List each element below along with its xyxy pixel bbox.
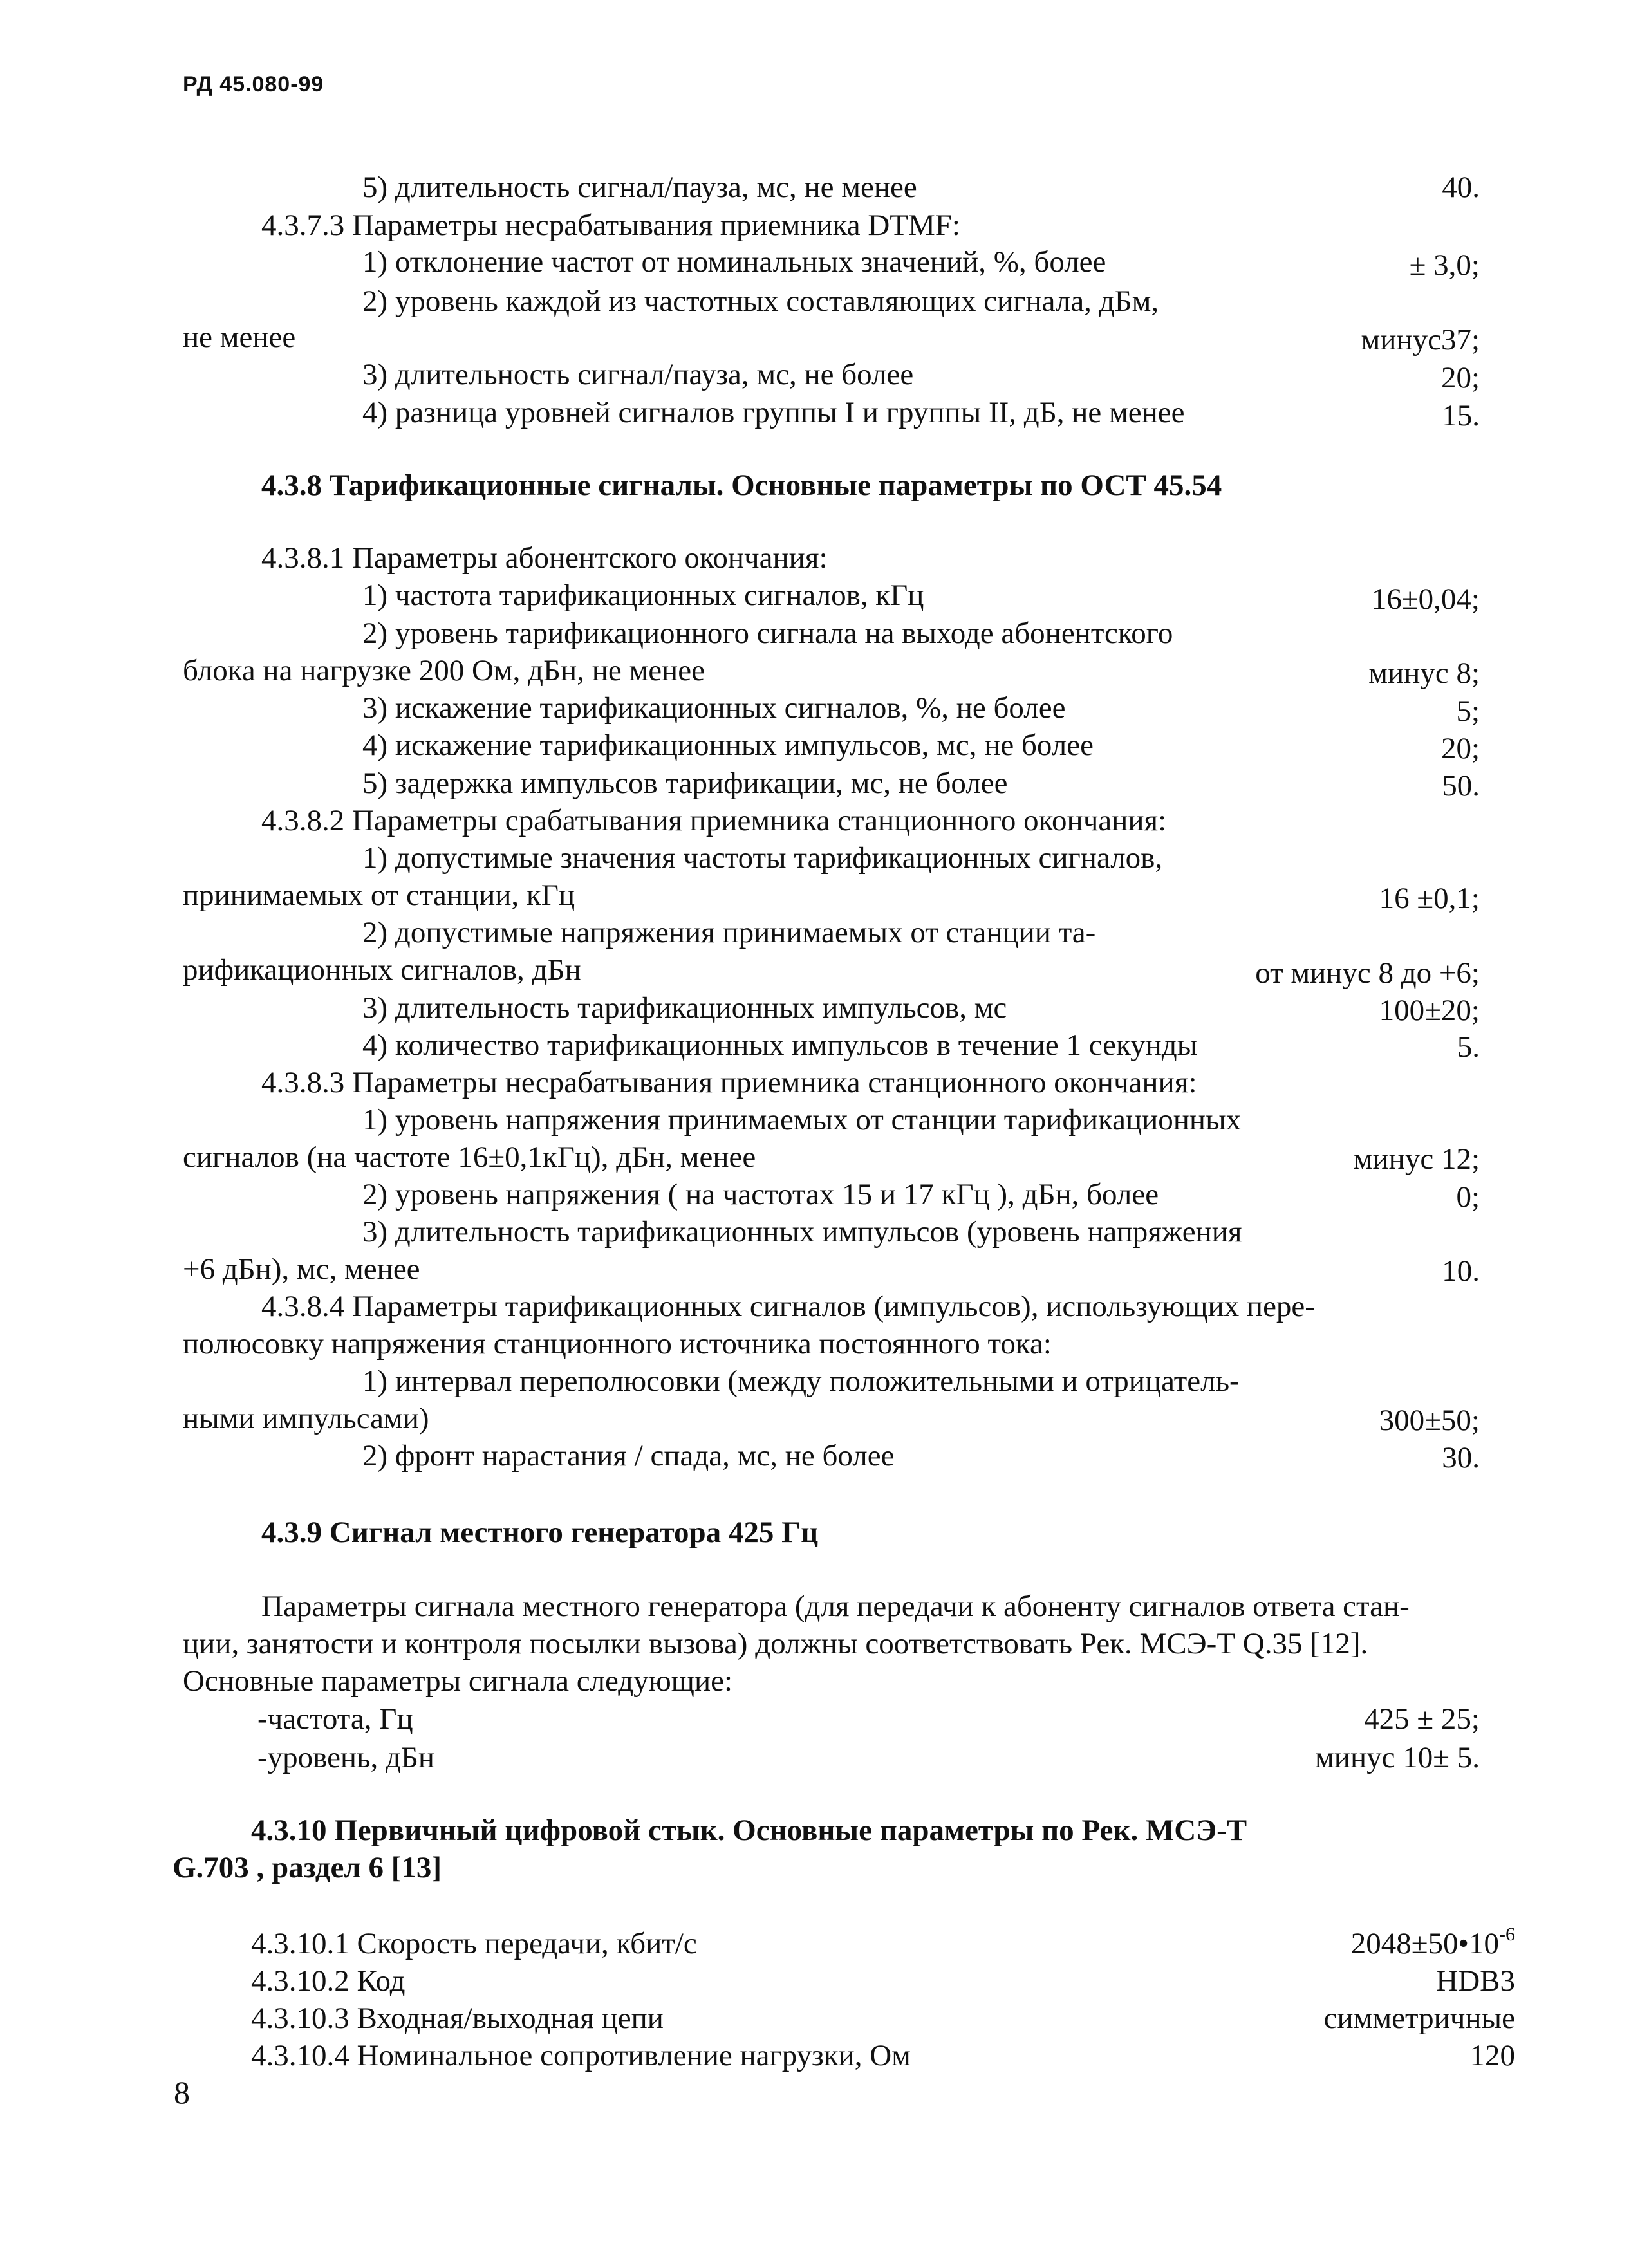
item-text: 3) длительность тарификационных импульсов, мс (362, 991, 1007, 1025)
item-value: минус 8; (1368, 656, 1480, 690)
paragraph-heading-continuation: полюсовку напряжения станционного источника постоянного тока: (183, 1327, 1052, 1361)
item-text: 1) частота тарификационных сигналов, кГц (362, 579, 924, 612)
spec-label: 4.3.10.4 Номинальное сопротивление нагрузки, Ом (251, 2039, 911, 2072)
item-text: 4) искажение тарификационных импульсов, мс, не более (362, 729, 1094, 762)
item-value: 20; (1440, 732, 1480, 765)
item-value: 16±0,04; (1371, 582, 1480, 616)
item-text: 2) уровень каждой из частотных составляющих сигнала, дБм, (362, 284, 1159, 318)
item-text: 5) длительность сигнал/пауза, мс, не менее (362, 171, 917, 204)
item-text-continuation: не менее (183, 321, 296, 354)
spec-label: 4.3.10.1 Скорость передачи, кбит/с (251, 1927, 697, 1960)
item-text-continuation: принимаемых от станции, кГц (183, 878, 575, 912)
item-text-continuation: ными импульсами) (183, 1402, 429, 1435)
section-title: 4.3.9 Сигнал местного генератора 425 Гц (261, 1516, 819, 1549)
item-value: 300±50; (1379, 1404, 1480, 1437)
item-value: ± 3,0; (1409, 248, 1480, 282)
item-text: 2) допустимые напряжения принимаемых от станции та- (362, 916, 1096, 949)
spec-label: 4.3.10.3 Входная/выходная цепи (251, 2002, 664, 2035)
item-value: минус 12; (1353, 1142, 1480, 1176)
item-text: 3) искажение тарификационных сигналов, %, не более (362, 691, 1066, 725)
item-text: 3) длительность сигнал/пауза, мс, не более (362, 358, 914, 391)
item-text-continuation: сигналов (на частоте 16±0,1кГц), дБн, менее (183, 1140, 756, 1174)
item-text-continuation: рификационных сигналов, дБн (183, 953, 581, 987)
item-text: 1) отклонение частот от номинальных значений, %, более (362, 245, 1106, 279)
document-code: РД 45.080-99 (183, 72, 324, 97)
spec-value-base: 2048±50•10 (1350, 1927, 1499, 1960)
paragraph-heading: 4.3.8.1 Параметры абонентского окончания: (261, 541, 828, 575)
item-text: 3) длительность тарификационных импульсов (уровень напряжения (362, 1215, 1242, 1249)
paragraph-heading: 4.3.7.3 Параметры несрабатывания приемника DTMF: (261, 209, 960, 242)
item-value: 0; (1456, 1180, 1480, 1214)
item-value: 100±20; (1379, 994, 1480, 1027)
spec-value: HDB3 (1436, 1964, 1515, 1998)
param-value: 425 ± 25; (1364, 1702, 1480, 1736)
spec-value: симметричные (1323, 2002, 1515, 2035)
param-value: минус 10± 5. (1315, 1741, 1480, 1774)
spec-value-exponent: -6 (1499, 1924, 1515, 1945)
item-value: 50. (1442, 769, 1480, 803)
section-title: 4.3.10 Первичный цифровой стык. Основные параметры по Рек. МСЭ-Т (251, 1814, 1247, 1847)
paragraph-line: Основные параметры сигнала следующие: (183, 1664, 733, 1698)
item-text-continuation: блока на нагрузке 200 Ом, дБн, не менее (183, 654, 705, 687)
item-value: 10. (1442, 1254, 1480, 1288)
section-title-continuation: G.703 , раздел 6 [13] (172, 1851, 442, 1884)
spec-value (1351, 1926, 1515, 1962)
item-text: 4) разница уровней сигналов группы I и группы II, дБ, не менее (362, 396, 1185, 429)
paragraph-heading: 4.3.8.4 Параметры тарификационных сигналов (импульсов), использующих пере- (261, 1290, 1315, 1323)
param-label: -уровень, дБн (257, 1741, 435, 1774)
page-number: 8 (174, 2074, 190, 2110)
paragraph-line: Параметры сигнала местного генератора (для передачи к абоненту сигналов ответа стан- (261, 1590, 1410, 1623)
spec-label: 4.3.10.2 Код (251, 1964, 405, 1998)
item-text: 4) количество тарификационных импульсов в течение 1 секунды (362, 1028, 1198, 1062)
item-text: 1) уровень напряжения принимаемых от станции тарификационных (362, 1103, 1242, 1137)
item-text: 5) задержка импульсов тарификации, мс, не более (362, 767, 1008, 800)
param-label: -частота, Гц (257, 1702, 413, 1736)
spec-value: 120 (1469, 2039, 1515, 2072)
item-text: 1) допустимые значения частоты тарификационных сигналов, (362, 841, 1163, 875)
item-value: 5; (1456, 694, 1480, 728)
item-text: 2) фронт нарастания / спада, мс, не более (362, 1439, 895, 1473)
item-text: 2) уровень напряжения ( на частотах 15 и 17 кГц ), дБн, более (362, 1178, 1159, 1211)
item-value: минус37; (1361, 323, 1480, 357)
item-value: 40. (1442, 171, 1480, 204)
item-text-continuation: +6 дБн), мс, менее (183, 1252, 420, 1286)
item-text: 1) интервал переполюсовки (между положительными и отрицатель- (362, 1364, 1240, 1398)
paragraph-heading: 4.3.8.2 Параметры срабатывания приемника станционного окончания: (261, 804, 1167, 837)
item-value: 5. (1457, 1030, 1480, 1064)
item-value: 30. (1442, 1441, 1480, 1474)
item-value: 20; (1440, 361, 1480, 395)
paragraph-heading: 4.3.8.3 Параметры несрабатывания приемника станционного окончания: (261, 1066, 1197, 1099)
item-value: от минус 8 до +6; (1255, 956, 1480, 990)
item-value: 16 ±0,1; (1379, 882, 1480, 915)
item-value: 15. (1442, 399, 1480, 432)
item-text: 2) уровень тарификационного сигнала на выходе абонентского (362, 617, 1173, 650)
paragraph-line: ции, занятости и контроля посылки вызова) должны соответствовать Рек. МСЭ-Т Q.35 [12]. (183, 1627, 1368, 1660)
section-title: 4.3.8 Тарификационные сигналы. Основные параметры по ОСТ 45.54 (261, 469, 1222, 502)
